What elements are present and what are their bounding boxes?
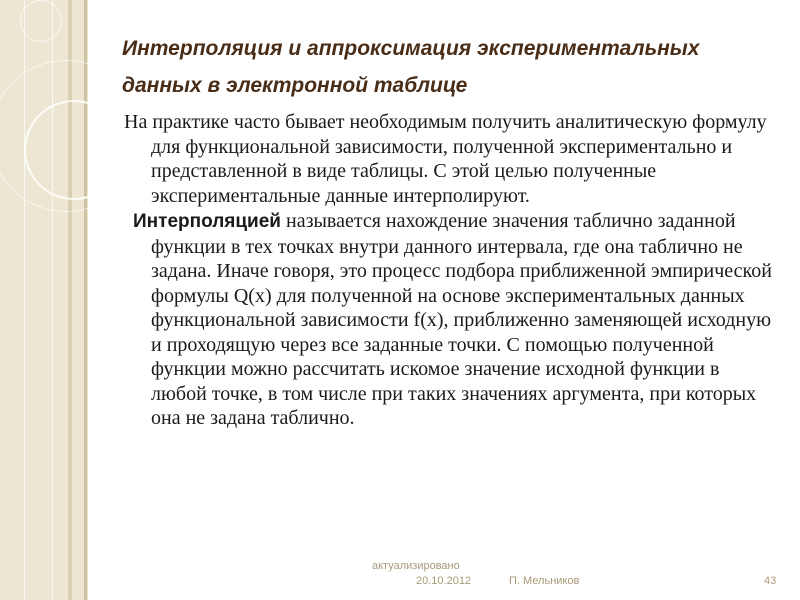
paragraph-interpolation-text: называется нахождение значения таблично заданной функции в тех точках внутри данного интервала, где она таблично не задана. Иначе говоря, это процесс подбора приближенной эмпирической формулы Q(x) для полученной на основе экспериментальных данных функциональной зависимости f(x), приближенно заменяющей исходную и проходящую через все заданные точки. С помощью полученной функции можно рассчитать искомое значение исходной функции в любой точке, в том числе при таких значениях аргумента, при которых она не задана таблично.	[151, 210, 772, 429]
term-interpolation: Интерполяцией	[133, 211, 281, 232]
slide-title-line-2: данных в электронной таблице	[122, 74, 468, 97]
decorative-circle	[0, 60, 142, 212]
slide-footer	[0, 560, 800, 590]
decorative-circle	[20, 0, 62, 42]
slide-body	[124, 110, 774, 431]
slide-title-line-1: Интерполяция и аппроксимация экспериментальных	[122, 37, 700, 60]
paragraph-interpolation	[124, 209, 774, 431]
slide-title	[122, 30, 762, 104]
footer-date: 20.10.2012	[416, 575, 472, 587]
footer-author: П. Мельников	[509, 575, 580, 587]
paragraph-practice: На практике часто бывает необходимым получить аналитическую формулу для функциональной зависимости, полученной экспериментально и представленной в виде таблицы. С этой целью полученные экспериментальные данные интерполируют.	[124, 111, 767, 207]
footer-updated-label: актуализировано	[372, 560, 460, 572]
footer-page-number: 43	[764, 575, 777, 587]
